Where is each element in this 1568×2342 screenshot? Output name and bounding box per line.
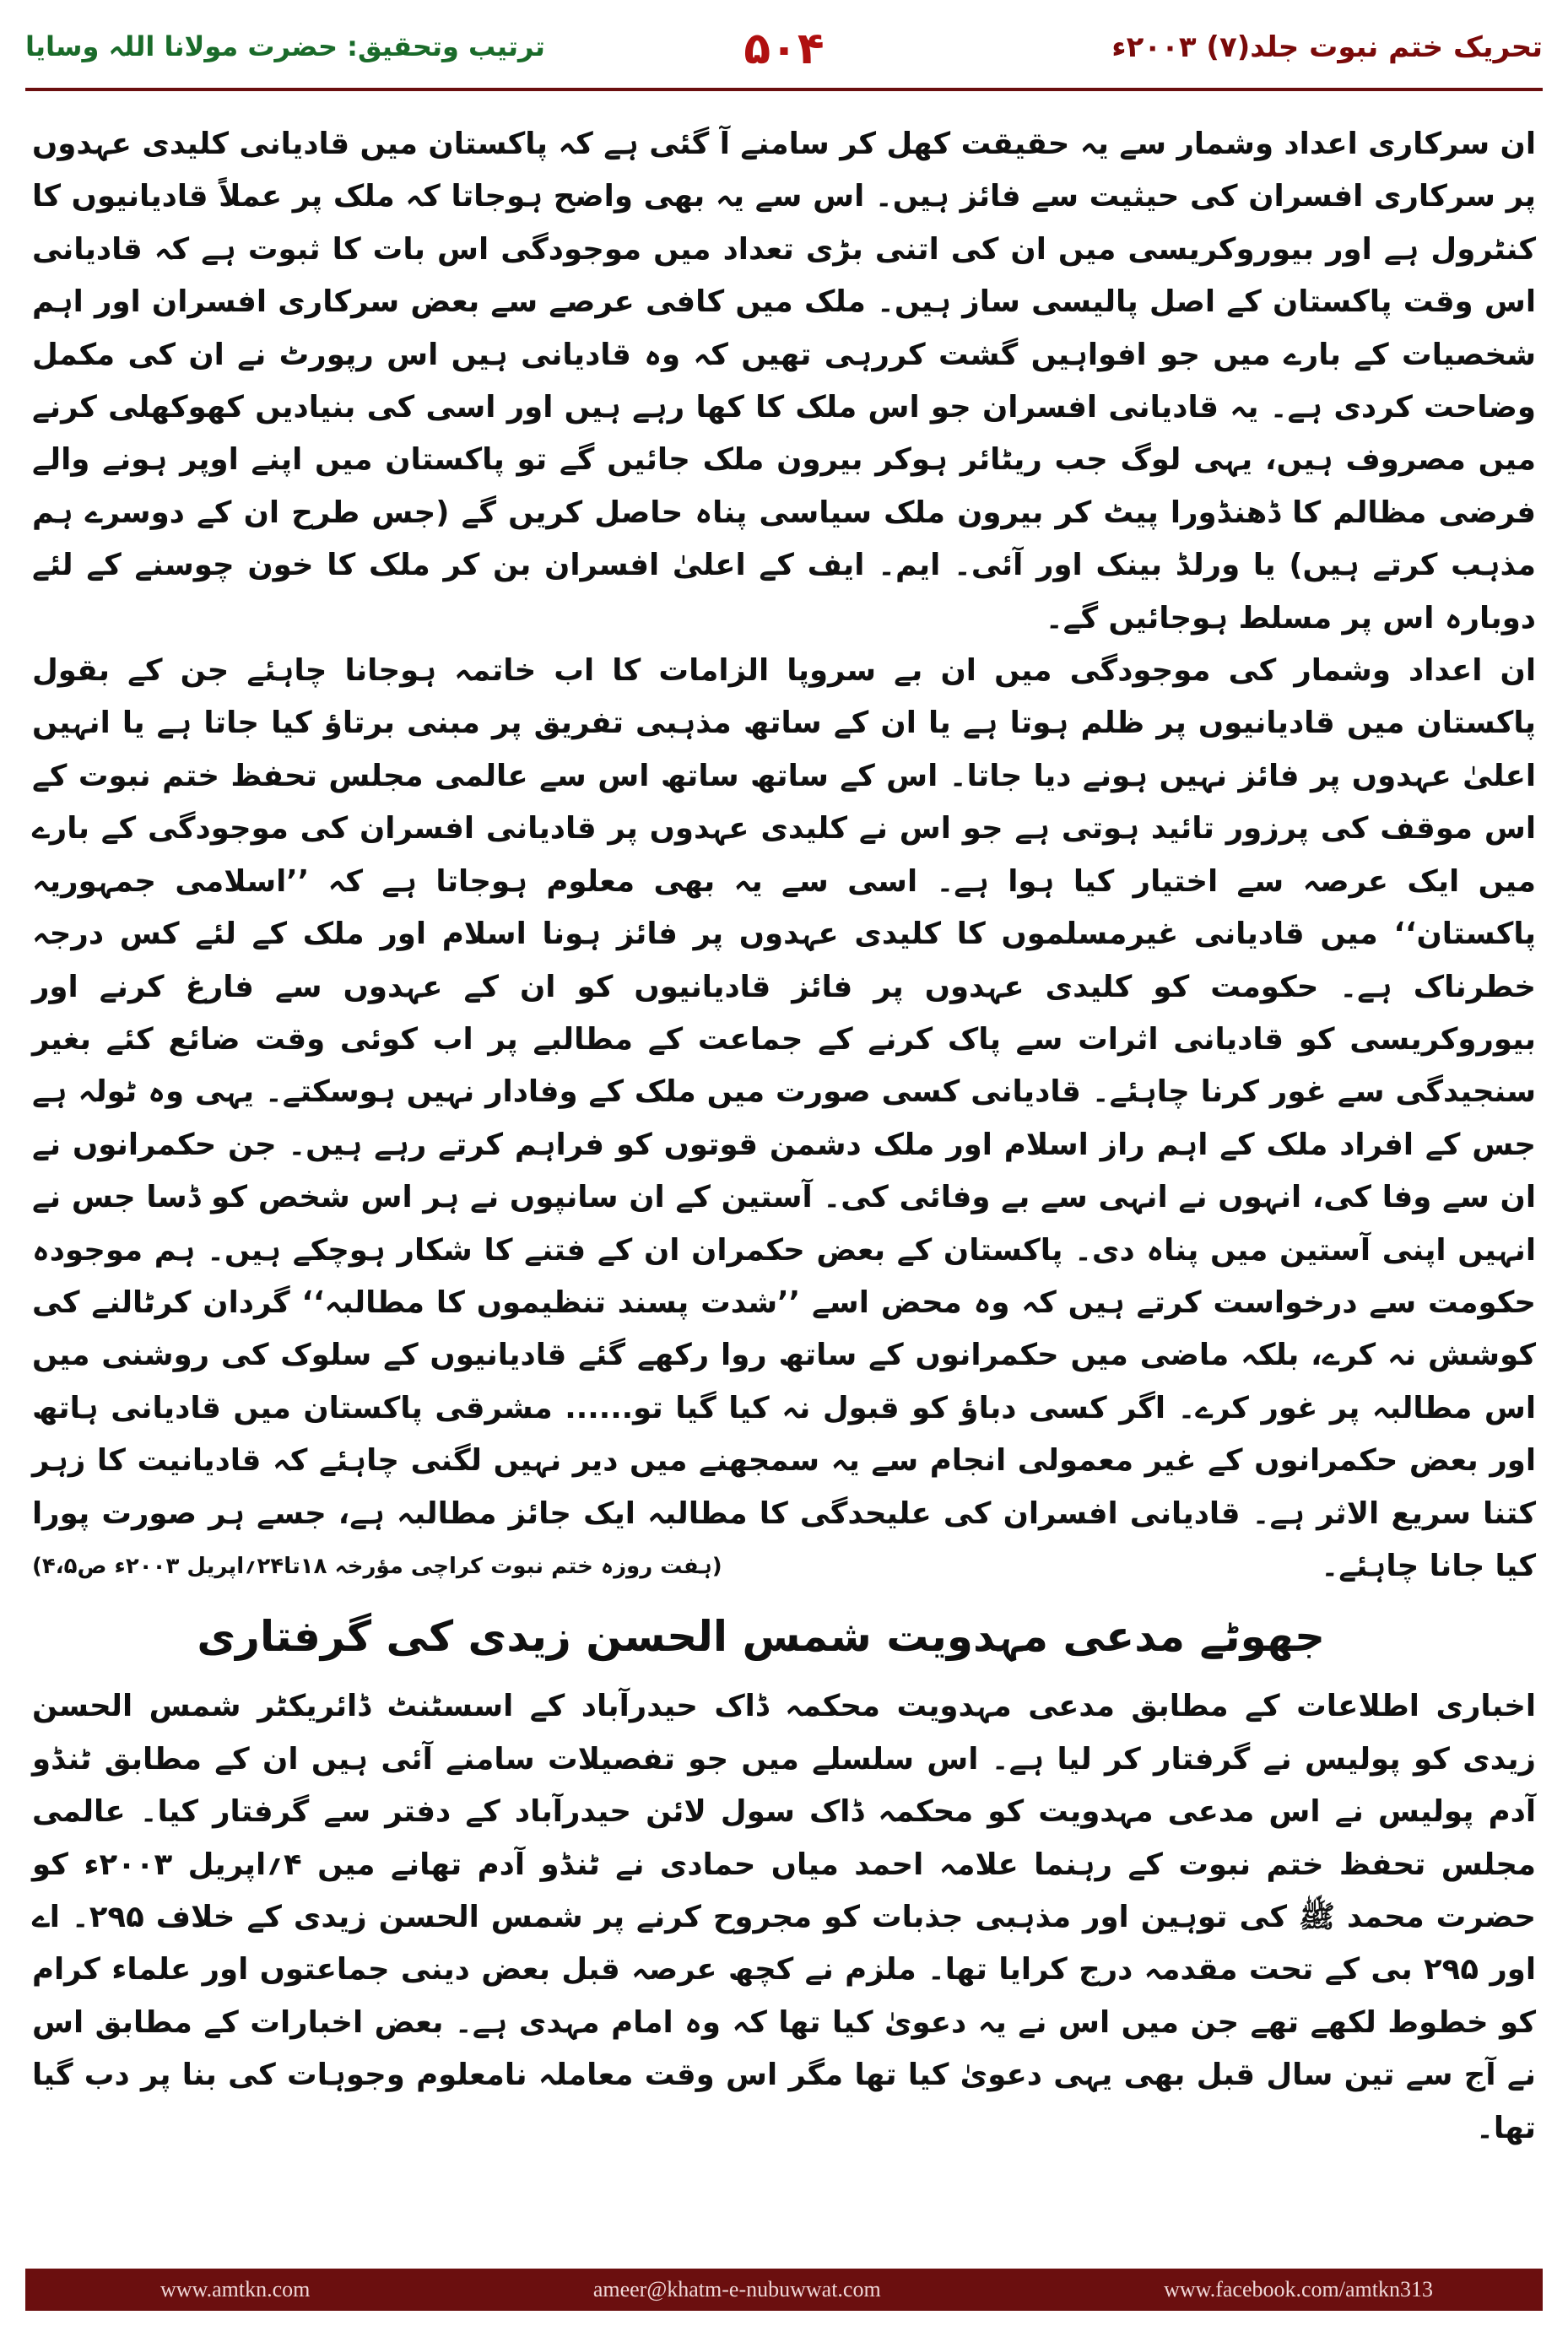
page-footer (25, 2269, 1543, 2311)
article-body (32, 118, 1536, 2155)
page-number: ۵۰۴ (743, 24, 825, 74)
header-divider (25, 88, 1543, 91)
section-paragraph: اخباری اطلاعات کے مطابق مدعی مہدویت محکمہ ڈاک حیدرآباد کے اسسٹنٹ ڈائریکٹر شمس الحسن زیدی کو پولیس نے گرفتار کر لیا ہے۔ اس سلسلے میں جو تفصیلات سامنے آئی ہیں ان کے مطابق ٹنڈو آدم پولیس نے اس مدعی مہدویت کو محکمہ ڈاک سول لائن حیدرآباد کے دفتر سے گرفتار کیا۔ عالمی مجلس تحفظ ختم نبوت کے رہنما علامہ احمد میاں حمادی نے ٹنڈو آدم تھانے میں ۴؍اپریل ۲۰۰۳ء کو حضرت محمد ﷺ کی توہین اور مذہبی جذبات کو مجروح کرنے پر شمس الحسن زیدی کے خلاف ۲۹۵۔ اے اور ۲۹۵ بی کے تحت مقدمہ درج کرایا تھا۔ ملزم نے کچھ عرصہ قبل بعض دینی جماعتوں اور علماء کرام کو خطوط لکھے تھے جن میں اس نے یہ دعویٰ کیا تھا کہ وہ امام مہدی ہے۔ بعض اخبارات کے مطابق اس نے آج سے تین سال قبل بھی یہی دعویٰ کیا تھا مگر اس وقت معاملہ نامعلوم وجوہات کی بنا پر دب گیا تھا۔ (32, 1689, 1537, 2145)
source-citation: (ہفت روزہ ختم نبوت کراچی مؤرخہ ۱۸تا۲۴؍اپریل ۲۰۰۳ء ص۴،۵) (32, 1553, 722, 1579)
facebook-link[interactable]: www.facebook.com/amtkn313 (1164, 2277, 1433, 2301)
compiler-credit: ترتیب وتحقیق: حضرت مولانا اللہ وسایا (25, 30, 545, 62)
paragraph-1: ان سرکاری اعداد وشمار سے یہ حقیقت کھل کر سامنے آ گئی ہے کہ پاکستان میں قادیانی کلیدی عہدوں پر سرکاری افسران کی حیثیت سے فائز ہیں۔ اس سے یہ بھی واضح ہوجاتا کہ ملک پر عملاً قادیانیوں کا کنٹرول ہے اور بیوروکریسی میں ان کی اتنی بڑی تعداد میں موجودگی اس بات کا ثبوت ہے کہ قادیانی اس وقت پاکستان کے اصل پالیسی ساز ہیں۔ ملک میں کافی عرصے سے بعض سرکاری افسران اور اہم شخصیات کے بارے میں جو افواہیں گشت کررہی تھیں کہ وہ قادیانی ہیں اس رپورٹ نے ان کی مکمل وضاحت کردی ہے۔ یہ قادیانی افسران جو اس ملک کا کھا رہے ہیں اور اسی کی بنیادیں کھوکھلی کرنے میں مصروف ہیں، یہی لوگ جب ریٹائر ہوکر بیرون ملک جائیں گے تو پاکستان میں اپنے اوپر ہونے والے فرضی مظالم کا ڈھنڈورا پیٹ کر بیرون ملک سیاسی پناہ حاصل کریں گے (جس طرح ان کے دوسرے ہم مذہب کرتے ہیں) یا ورلڈ بینک اور آئی۔ ایم۔ ایف کے اعلیٰ افسران بن کر ملک کا خون چوسنے کے لئے دوبارہ اس پر مسلط ہوجائیں گے۔ (32, 127, 1536, 636)
paragraph-2-wrapper (32, 645, 1536, 1593)
website-link[interactable]: www.amtkn.com (160, 2277, 311, 2301)
section-heading: جھوٹے مدعی مہدویت شمس الحسن زیدی کی گرفتاری (197, 1612, 1325, 1662)
page-header (25, 24, 1543, 83)
email-link[interactable]: ameer@khatm-e-nubuwwat.com (592, 2277, 881, 2301)
paragraph-2: ان اعداد وشمار کی موجودگی میں ان بے سروپا الزامات کا اب خاتمہ ہوجانا چاہئے جن کے بقول پاکستان میں قادیانیوں پر ظلم ہوتا ہے یا ان کے ساتھ مذہبی تفریق پر مبنی برتاؤ کیا جاتا ہے یا انہیں اعلیٰ عہدوں پر فائز نہیں ہونے دیا جاتا۔ اس کے ساتھ ساتھ اس سے عالمی مجلس تحفظ ختم نبوت کے اس موقف کی پرزور تائید ہوتی ہے جو اس نے کلیدی عہدوں پر قادیانی افسران کی موجودگی کے بارے میں ایک عرصہ سے اختیار کیا ہوا ہے۔ اسی سے یہ بھی معلوم ہوجاتا ہے کہ ’’اسلامی جمہوریہ پاکستان‘‘ میں قادیانی غیرمسلموں کا کلیدی عہدوں پر فائز ہونا اسلام اور ملک کے لئے کس درجہ خطرناک ہے۔ حکومت کو کلیدی عہدوں پر فائز قادیانیوں کو ان کے عہدوں سے فارغ کرنے اور بیوروکریسی کو قادیانی اثرات سے پاک کرنے کے جماعت کے مطالبے پر اب کوئی وقت ضائع کئے بغیر سنجیدگی سے غور کرنا چاہئے۔ قادیانی کسی صورت میں ملک کے وفادار نہیں ہوسکتے۔ یہی وہ ٹولہ ہے جس کے افراد ملک کے اہم راز اسلام اور ملک دشمن قوتوں کو فراہم کرتے رہے ہیں۔ جن حکمرانوں نے ان سے وفا کی، انہوں نے انہی سے بے وفائی کی۔ آستین کے ان سانپوں نے ہر اس شخص کو ڈسا جس نے انہیں اپنی آستین میں پناہ دی۔ پاکستان کے بعض حکمران ان کے فتنے کا شکار ہوچکے ہیں۔ ہم موجودہ حکومت سے درخواست کرتے ہیں کہ وہ محض اسے ’’شدت پسند تنظیموں کا مطالبہ‘‘ گردان کرٹالنے کی کوشش نہ کرے، بلکہ ماضی میں حکمرانوں کے ساتھ روا رکھے گئے قادیانیوں کے سلوک کی روشنی میں اس مطالبہ پر غور کرے۔ اگر کسی دباؤ کو قبول نہ کیا گیا تو...... مشرقی پاکستان میں قادیانی ہاتھ اور بعض حکمرانوں کے غیر معمولی انجام سے یہ سمجھنے میں دیر نہیں لگنی چاہئے کہ قادیانیت کا زہر کتنا سریع الاثر ہے۔ قادیانی افسران کی علیحدگی کا مطالبہ ایک جائز مطالبہ ہے، جسے ہر صورت پورا کیا جانا چاہئے۔ (32, 653, 1536, 1583)
book-title: تحریک ختم نبوت جلد(۷) ۲۰۰۳ء (1111, 30, 1543, 64)
